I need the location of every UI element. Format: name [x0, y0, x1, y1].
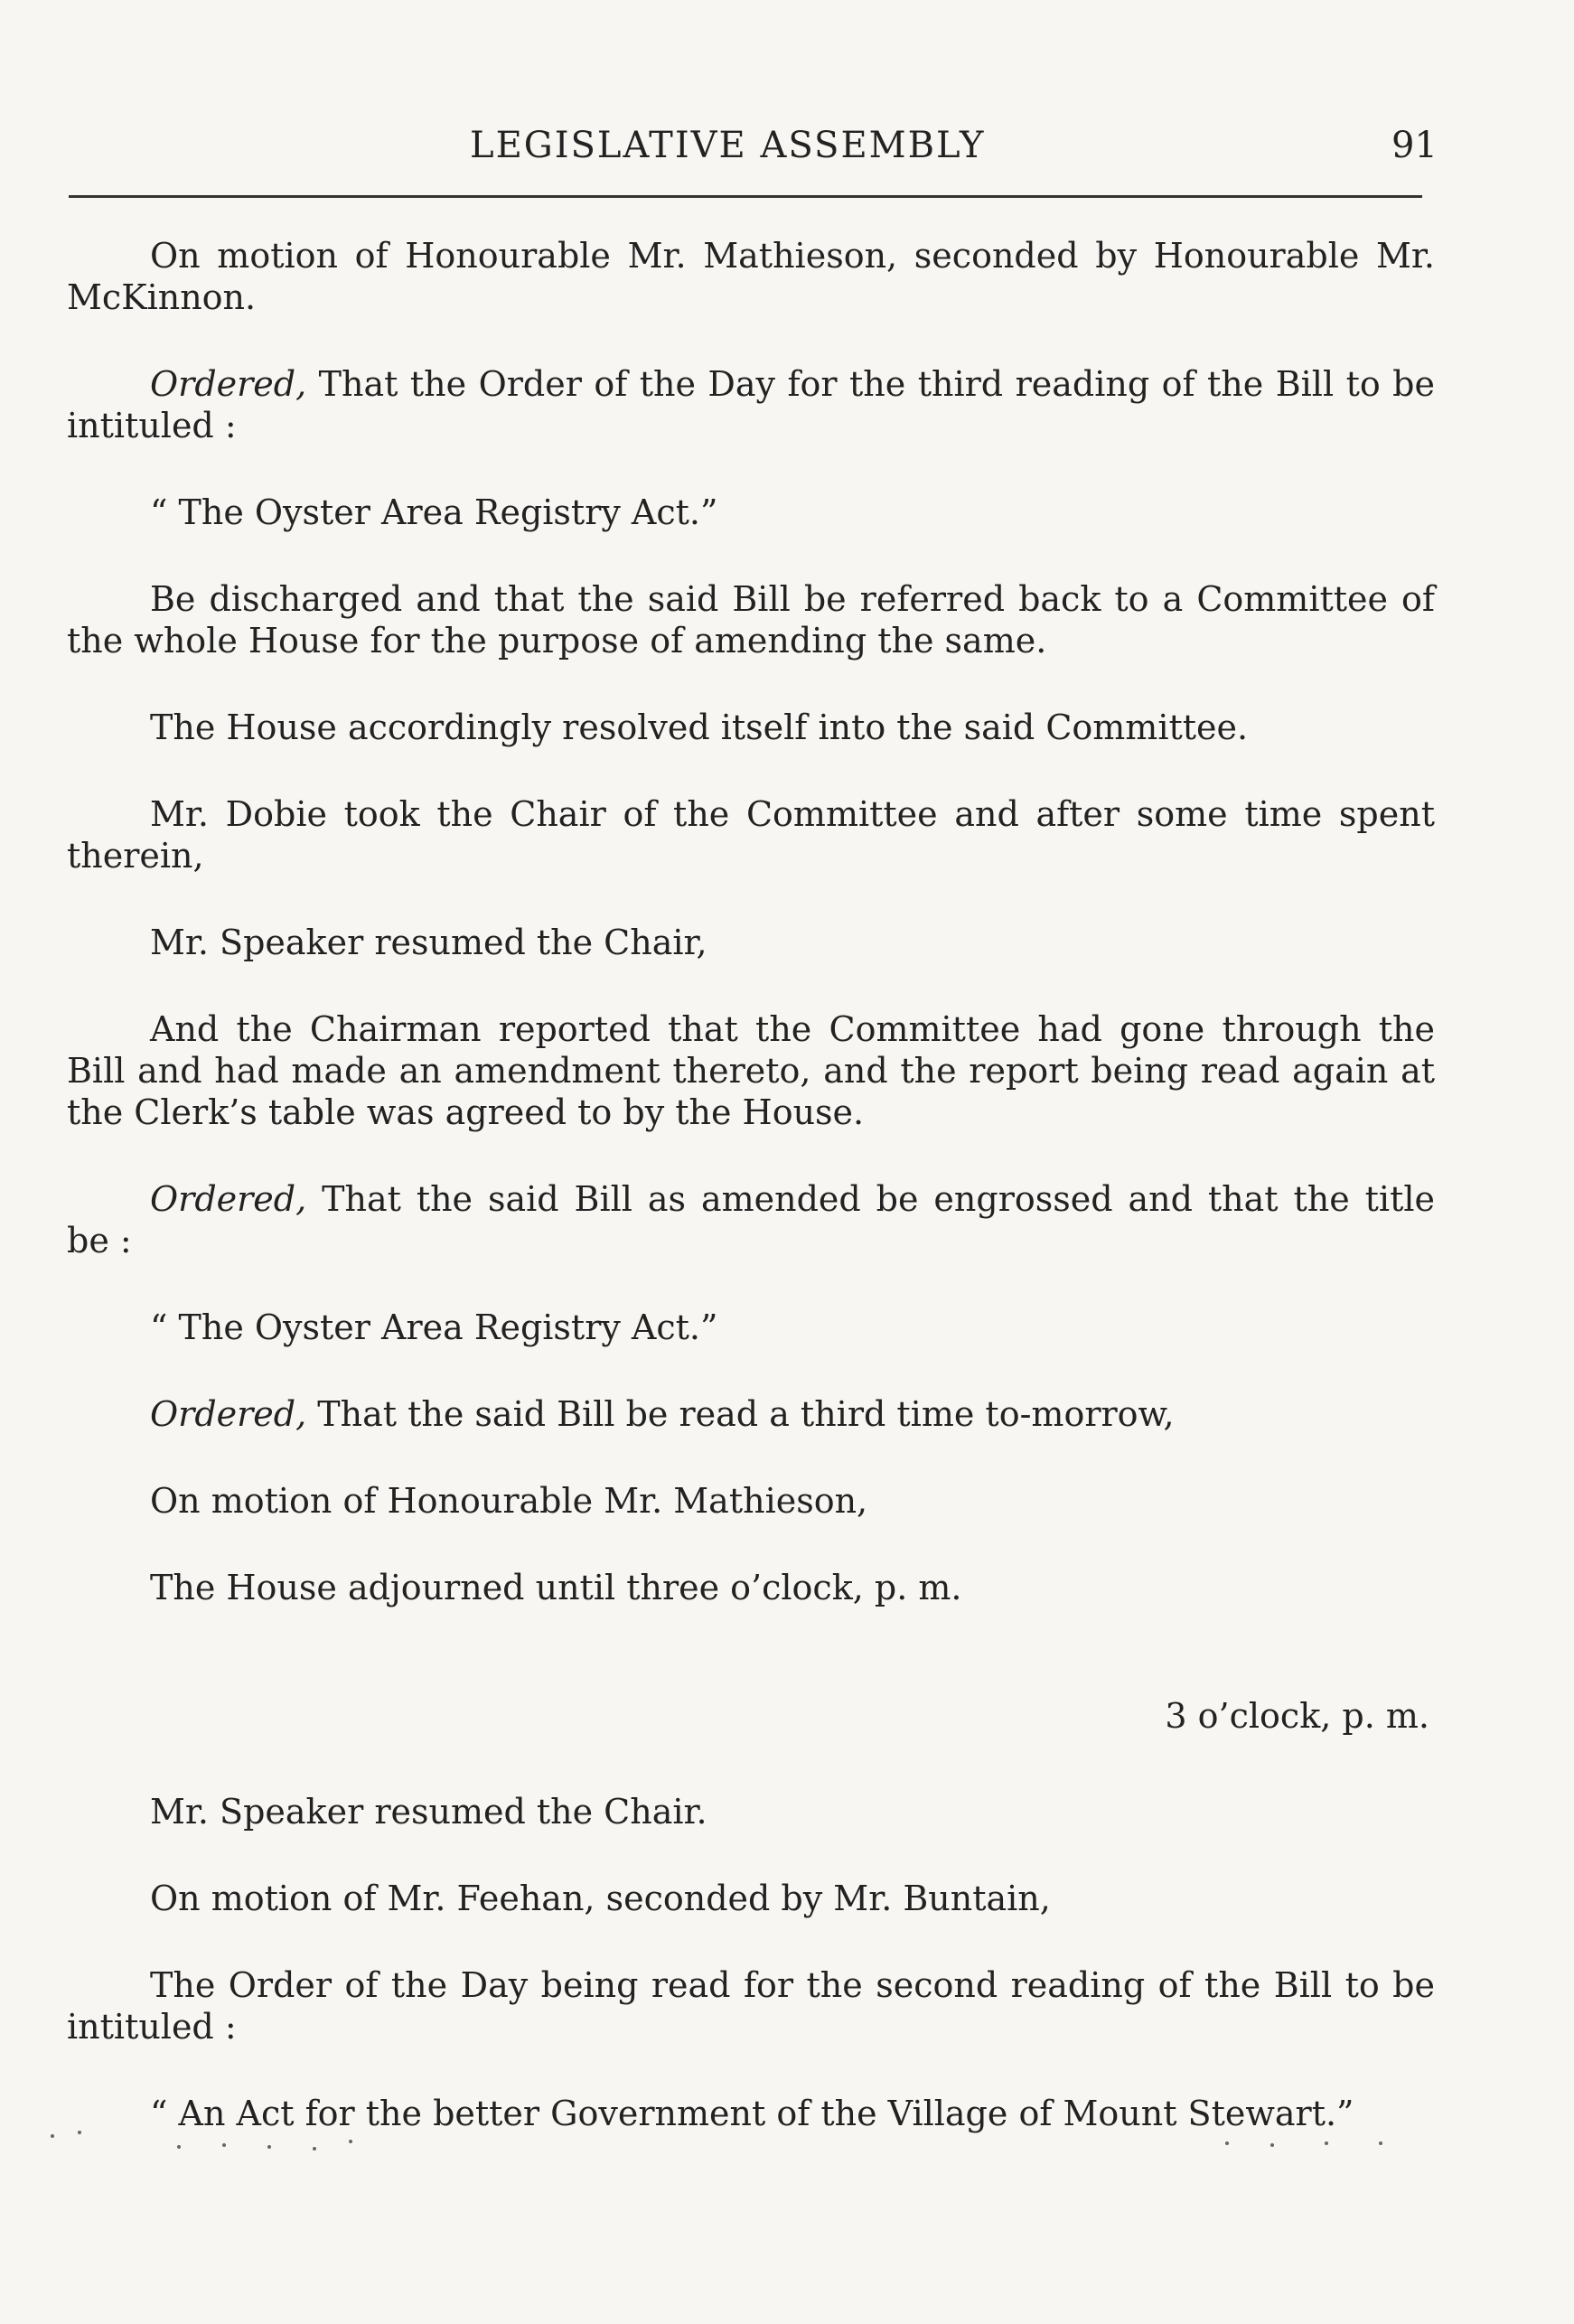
paragraph-chair: [67, 793, 1435, 876]
paragraph-text: Mr. Speaker resumed the Chair,: [150, 923, 707, 962]
paragraph-motion: [67, 1878, 1435, 1919]
paragraph-text: And the Chairman reported that the Committee had gone through the Bill and had made an amendment thereto, and the report being read again at the Clerk’s table was agreed to by the House.: [67, 1009, 1435, 1132]
speck: [51, 2134, 54, 2138]
paragraph-ordered-engrossed: [67, 1178, 1435, 1261]
paragraph-text: On motion of Mr. Feehan, seconded by Mr. Buntain,: [150, 1879, 1051, 1918]
ordered-lead: Ordered,: [150, 1394, 307, 1434]
paragraph-text: Mr. Dobie took the Chair of the Committee and after some time spent therein,: [67, 794, 1435, 876]
paragraph-text: Be discharged and that the said Bill be referred back to a Committee of the whole House for the purpose of amending the same.: [67, 579, 1435, 661]
paragraph-text: That the said Bill be read a third time to-morrow,: [306, 1394, 1175, 1434]
bill-title: “ The Oyster Area Registry Act.”: [150, 1307, 718, 1347]
ordered-lead: Ordered,: [150, 364, 307, 404]
paragraph-ordered: [67, 363, 1435, 446]
paragraph-adjourned: [67, 1567, 1435, 1608]
speck: [1225, 2141, 1229, 2145]
paragraph-motion: [67, 235, 1435, 318]
speck: [313, 2147, 316, 2151]
paragraph-speaker-resumed: [67, 1791, 1435, 1832]
speck: [222, 2143, 226, 2147]
paragraph-text: On motion of Honourable Mr. Mathieson,: [150, 1481, 868, 1521]
paragraph-speaker-resumed: [67, 922, 1435, 963]
speck: [1379, 2141, 1382, 2145]
print-specks: [51, 2125, 1442, 2161]
paragraph-motion: [67, 1480, 1435, 1522]
page-number: 91: [1391, 125, 1438, 166]
paragraph-text: Mr. Speaker resumed the Chair.: [150, 1792, 707, 1832]
paragraph-order-of-day: [67, 1964, 1435, 2048]
paragraph-text: On motion of Honourable Mr. Mathieson, seconded by Honourable Mr. McKinnon.: [67, 236, 1435, 317]
ordered-lead: Ordered,: [150, 1179, 307, 1219]
paragraph-text: The Order of the Day being read for the second reading of the Bill to be intituled :: [67, 1965, 1435, 2047]
speck: [78, 2131, 81, 2134]
speck: [1270, 2143, 1274, 2147]
speck: [1325, 2141, 1328, 2145]
bill-title: “ An Act for the better Government of the Village of Mount Stewart.”: [150, 2094, 1354, 2133]
paragraph-text: That the Order of the Day for the third reading of the Bill to be intituled :: [67, 364, 1435, 445]
paragraph-text: The House adjourned until three o’clock, p. m.: [150, 1568, 962, 1607]
bill-title: “ The Oyster Area Registry Act.”: [150, 492, 718, 532]
running-header: [0, 125, 1574, 170]
paragraph-bill-title: [67, 492, 1435, 533]
speck: [177, 2145, 181, 2149]
running-title: LEGISLATIVE ASSEMBLY: [470, 125, 986, 166]
paragraph-committee: [67, 707, 1435, 748]
time-marker: 3 o’clock, p. m.: [1165, 1696, 1429, 1736]
speck: [267, 2145, 271, 2149]
paragraph-discharged: [67, 578, 1435, 661]
paragraph-chairman-report: [67, 1008, 1435, 1133]
header-rule: [69, 195, 1422, 198]
speck: [349, 2140, 352, 2143]
paragraph-bill-title: [67, 1307, 1435, 1348]
paragraph-ordered-third-reading: [67, 1393, 1435, 1435]
body-text: [67, 235, 1435, 2179]
paragraph-text: The House accordingly resolved itself into the said Committee.: [150, 708, 1249, 747]
paragraph-text: That the said Bill as amended be engrossed and that the title be :: [67, 1179, 1435, 1260]
